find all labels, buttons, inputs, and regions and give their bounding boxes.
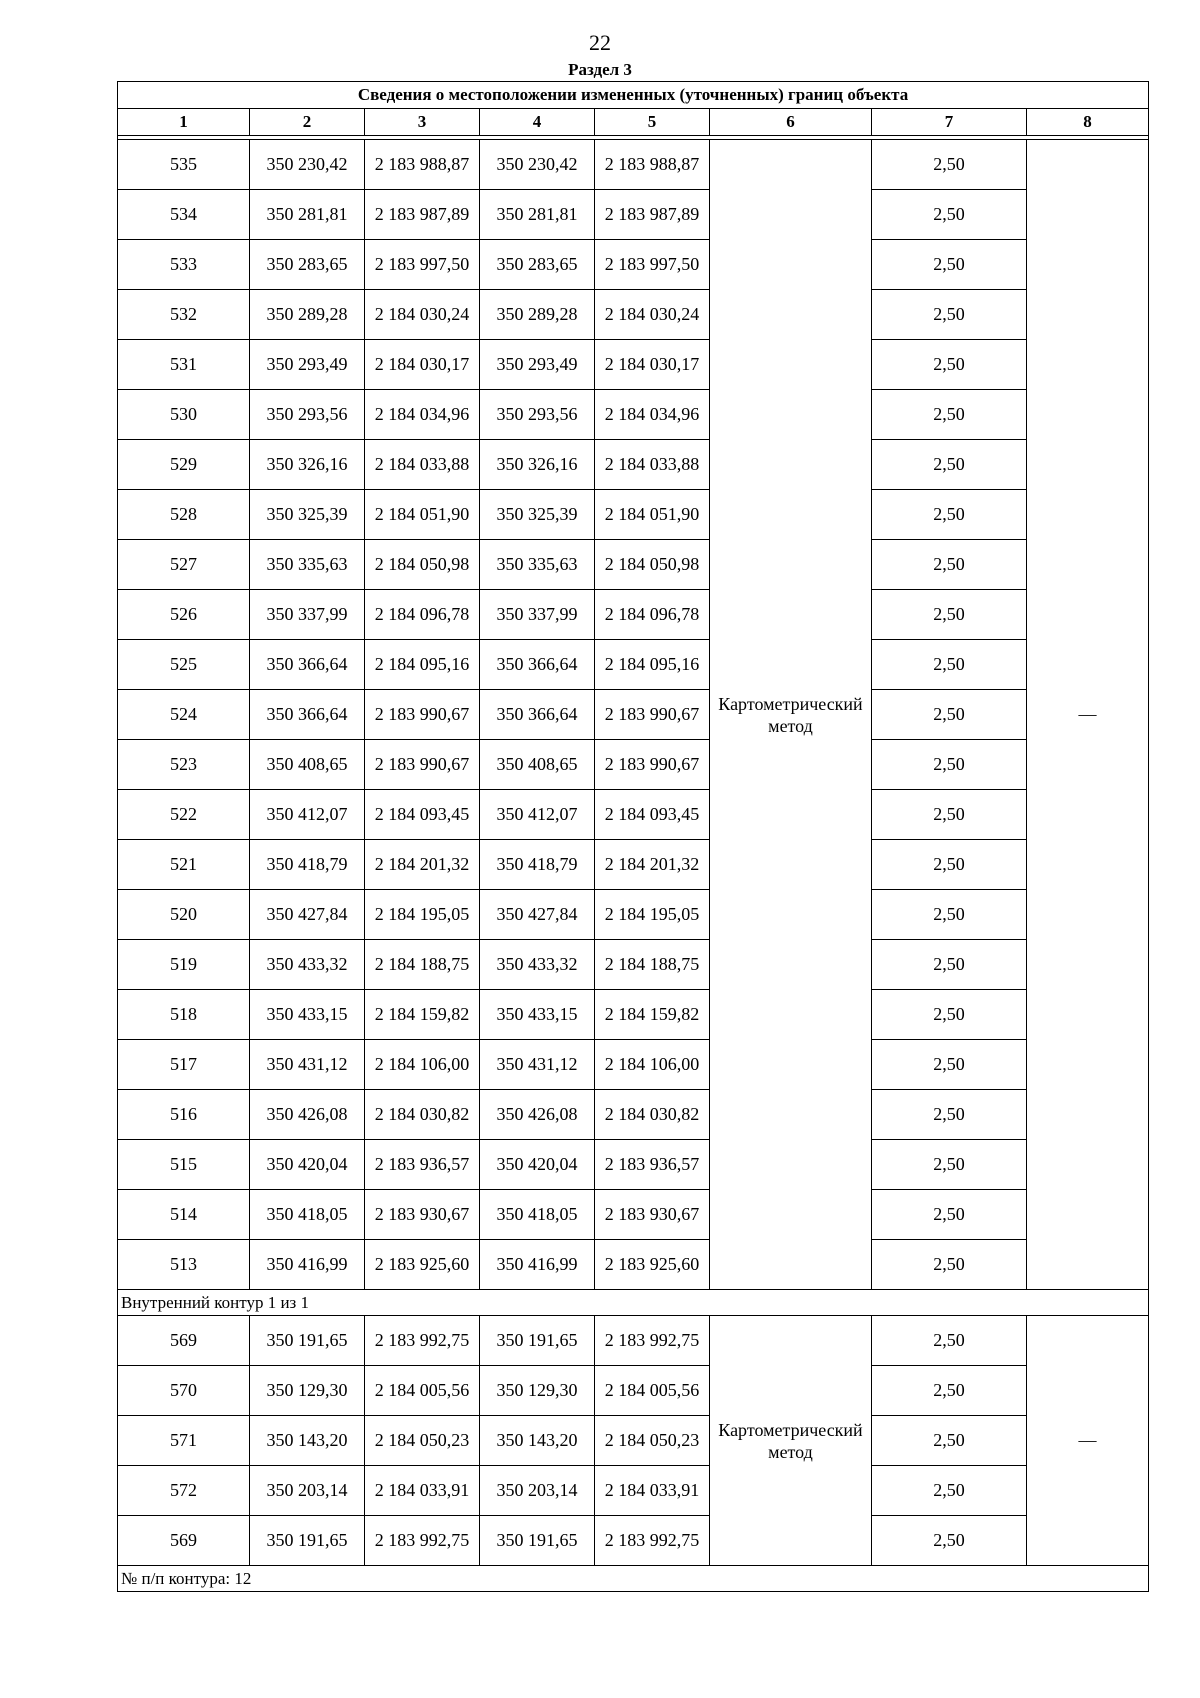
x-new-cell: 350 420,04 [480,1140,595,1190]
y-existing-cell: 2 184 096,78 [365,590,480,640]
accuracy-cell: 2,50 [872,840,1027,890]
method-cell: Картометрический метод [710,140,872,1290]
table-row [118,340,1149,390]
y-new-cell: 2 183 925,60 [595,1240,710,1290]
x-new-cell: 350 143,20 [480,1416,595,1466]
y-new-cell: 2 184 188,75 [595,940,710,990]
y-existing-cell: 2 184 201,32 [365,840,480,890]
point-number-cell: 517 [118,1040,250,1090]
y-existing-cell: 2 184 005,56 [365,1366,480,1416]
y-new-cell: 2 184 050,23 [595,1416,710,1466]
x-new-cell: 350 418,79 [480,840,595,890]
x-new-cell: 350 412,07 [480,790,595,840]
point-number-cell: 525 [118,640,250,690]
y-new-cell: 2 184 034,96 [595,390,710,440]
column-number: 3 [365,109,480,136]
y-existing-cell: 2 184 188,75 [365,940,480,990]
x-new-cell: 350 325,39 [480,490,595,540]
point-number-cell: 530 [118,390,250,440]
table-row [118,440,1149,490]
y-new-cell: 2 183 936,57 [595,1140,710,1190]
y-existing-cell: 2 184 034,96 [365,390,480,440]
table-row [118,1090,1149,1140]
y-new-cell: 2 184 201,32 [595,840,710,890]
x-existing-cell: 350 431,12 [250,1040,365,1090]
table-row [118,1416,1149,1466]
accuracy-cell: 2,50 [872,340,1027,390]
x-new-cell: 350 408,65 [480,740,595,790]
point-number-cell: 520 [118,890,250,940]
y-new-cell: 2 184 195,05 [595,890,710,940]
accuracy-cell: 2,50 [872,140,1027,190]
y-existing-cell: 2 184 030,17 [365,340,480,390]
point-number-cell: 521 [118,840,250,890]
y-existing-cell: 2 183 930,67 [365,1190,480,1240]
page-number: 22 [589,30,611,55]
point-number-cell: 531 [118,340,250,390]
x-new-cell: 350 281,81 [480,190,595,240]
x-existing-cell: 350 420,04 [250,1140,365,1190]
x-existing-cell: 350 281,81 [250,190,365,240]
table-row [118,1140,1149,1190]
table-row [118,690,1149,740]
accuracy-cell: 2,50 [872,1140,1027,1190]
x-existing-cell: 350 289,28 [250,290,365,340]
y-existing-cell: 2 184 050,98 [365,540,480,590]
point-number-cell: 514 [118,1190,250,1240]
accuracy-cell: 2,50 [872,890,1027,940]
table-row [118,290,1149,340]
accuracy-cell: 2,50 [872,990,1027,1040]
x-existing-cell: 350 337,99 [250,590,365,640]
table-row [118,1466,1149,1516]
y-new-cell: 2 184 030,24 [595,290,710,340]
table-row [118,490,1149,540]
accuracy-cell: 2,50 [872,1316,1027,1366]
y-existing-cell: 2 184 159,82 [365,990,480,1040]
accuracy-cell: 2,50 [872,1416,1027,1466]
x-existing-cell: 350 416,99 [250,1240,365,1290]
table-row [118,840,1149,890]
table-row [118,1040,1149,1090]
section-title: Раздел 3 [568,60,632,79]
x-new-cell: 350 289,28 [480,290,595,340]
accuracy-cell: 2,50 [872,240,1027,290]
point-number-cell: 513 [118,1240,250,1290]
x-new-cell: 350 366,64 [480,640,595,690]
accuracy-cell: 2,50 [872,690,1027,740]
column-number-row [118,109,1149,136]
accuracy-cell: 2,50 [872,1466,1027,1516]
y-new-cell: 2 184 030,82 [595,1090,710,1140]
x-existing-cell: 350 433,15 [250,990,365,1040]
y-existing-cell: 2 184 195,05 [365,890,480,940]
point-number-cell: 532 [118,290,250,340]
y-existing-cell: 2 184 095,16 [365,640,480,690]
y-existing-cell: 2 184 050,23 [365,1416,480,1466]
table-row [118,1240,1149,1290]
y-new-cell: 2 184 005,56 [595,1366,710,1416]
y-new-cell: 2 183 992,75 [595,1516,710,1566]
y-existing-cell: 2 184 030,24 [365,290,480,340]
x-new-cell: 350 431,12 [480,1040,595,1090]
point-number-cell: 515 [118,1140,250,1190]
y-existing-cell: 2 183 936,57 [365,1140,480,1190]
y-existing-cell: 2 184 033,91 [365,1466,480,1516]
x-existing-cell: 350 293,49 [250,340,365,390]
point-number-cell: 526 [118,590,250,640]
x-existing-cell: 350 230,42 [250,140,365,190]
point-number-cell: 571 [118,1416,250,1466]
x-existing-cell: 350 408,65 [250,740,365,790]
method-cell: Картометрический метод [710,1316,872,1566]
inner-contour-label: Внутренний контур 1 из 1 [118,1290,1149,1316]
point-number-cell: 528 [118,490,250,540]
x-new-cell: 350 283,65 [480,240,595,290]
y-new-cell: 2 183 992,75 [595,1316,710,1366]
y-existing-cell: 2 183 990,67 [365,690,480,740]
y-new-cell: 2 184 051,90 [595,490,710,540]
table-row [118,740,1149,790]
y-existing-cell: 2 184 093,45 [365,790,480,840]
column-number: 1 [118,109,250,136]
x-existing-cell: 350 412,07 [250,790,365,840]
x-existing-cell: 350 427,84 [250,890,365,940]
y-new-cell: 2 184 033,88 [595,440,710,490]
x-new-cell: 350 335,63 [480,540,595,590]
point-number-cell: 535 [118,140,250,190]
x-new-cell: 350 366,64 [480,690,595,740]
x-new-cell: 350 416,99 [480,1240,595,1290]
column-number: 7 [872,109,1027,136]
accuracy-cell: 2,50 [872,740,1027,790]
x-existing-cell: 350 418,05 [250,1190,365,1240]
x-new-cell: 350 230,42 [480,140,595,190]
accuracy-cell: 2,50 [872,1190,1027,1240]
y-existing-cell: 2 184 106,00 [365,1040,480,1090]
x-new-cell: 350 203,14 [480,1466,595,1516]
table-row [118,1190,1149,1240]
x-existing-cell: 350 335,63 [250,540,365,590]
x-new-cell: 350 191,65 [480,1516,595,1566]
accuracy-cell: 2,50 [872,290,1027,340]
x-new-cell: 350 426,08 [480,1090,595,1140]
table-row [118,1516,1149,1566]
accuracy-cell: 2,50 [872,390,1027,440]
table-row [118,890,1149,940]
point-number-cell: 569 [118,1516,250,1566]
y-existing-cell: 2 183 990,67 [365,740,480,790]
table-row [118,390,1149,440]
column-number: 6 [710,109,872,136]
y-existing-cell: 2 184 051,90 [365,490,480,540]
y-new-cell: 2 184 033,91 [595,1466,710,1516]
accuracy-cell: 2,50 [872,440,1027,490]
point-number-cell: 569 [118,1316,250,1366]
x-new-cell: 350 293,49 [480,340,595,390]
x-new-cell: 350 191,65 [480,1316,595,1366]
y-new-cell: 2 183 990,67 [595,690,710,740]
x-existing-cell: 350 326,16 [250,440,365,490]
table-title-row [118,82,1149,109]
accuracy-cell: 2,50 [872,590,1027,640]
table-row [118,1366,1149,1416]
table-row [118,190,1149,240]
point-number-cell: 533 [118,240,250,290]
x-existing-cell: 350 433,32 [250,940,365,990]
table-row [118,990,1149,1040]
column-number: 4 [480,109,595,136]
accuracy-cell: 2,50 [872,190,1027,240]
point-number-cell: 572 [118,1466,250,1516]
y-new-cell: 2 184 159,82 [595,990,710,1040]
inner-contour-label-row [118,1290,1149,1316]
table-row [118,1316,1149,1366]
x-new-cell: 350 427,84 [480,890,595,940]
x-existing-cell: 350 283,65 [250,240,365,290]
column-8-cell: — [1027,1316,1149,1566]
boundary-table [117,81,1149,1592]
x-new-cell: 350 418,05 [480,1190,595,1240]
x-new-cell: 350 293,56 [480,390,595,440]
x-existing-cell: 350 418,79 [250,840,365,890]
y-existing-cell: 2 183 992,75 [365,1316,480,1366]
accuracy-cell: 2,50 [872,1090,1027,1140]
y-new-cell: 2 184 095,16 [595,640,710,690]
column-number: 2 [250,109,365,136]
accuracy-cell: 2,50 [872,1516,1027,1566]
y-new-cell: 2 184 106,00 [595,1040,710,1090]
point-number-cell: 527 [118,540,250,590]
y-new-cell: 2 184 096,78 [595,590,710,640]
y-existing-cell: 2 183 992,75 [365,1516,480,1566]
point-number-cell: 534 [118,190,250,240]
accuracy-cell: 2,50 [872,1240,1027,1290]
column-number: 8 [1027,109,1149,136]
y-new-cell: 2 183 930,67 [595,1190,710,1240]
point-number-cell: 570 [118,1366,250,1416]
table-row [118,790,1149,840]
table-row [118,640,1149,690]
contour-number-label: № п/п контура: 12 [118,1566,1149,1592]
x-existing-cell: 350 129,30 [250,1366,365,1416]
y-new-cell: 2 184 050,98 [595,540,710,590]
x-existing-cell: 350 366,64 [250,690,365,740]
y-new-cell: 2 183 988,87 [595,140,710,190]
point-number-cell: 523 [118,740,250,790]
y-existing-cell: 2 184 030,82 [365,1090,480,1140]
accuracy-cell: 2,50 [872,490,1027,540]
table-row [118,540,1149,590]
point-number-cell: 516 [118,1090,250,1140]
y-existing-cell: 2 183 925,60 [365,1240,480,1290]
x-new-cell: 350 433,32 [480,940,595,990]
y-new-cell: 2 183 987,89 [595,190,710,240]
x-existing-cell: 350 325,39 [250,490,365,540]
x-new-cell: 350 129,30 [480,1366,595,1416]
y-existing-cell: 2 184 033,88 [365,440,480,490]
y-existing-cell: 2 183 988,87 [365,140,480,190]
table-row [118,240,1149,290]
x-existing-cell: 350 293,56 [250,390,365,440]
x-existing-cell: 350 366,64 [250,640,365,690]
point-number-cell: 518 [118,990,250,1040]
accuracy-cell: 2,50 [872,790,1027,840]
x-existing-cell: 350 191,65 [250,1316,365,1366]
point-number-cell: 524 [118,690,250,740]
y-new-cell: 2 184 030,17 [595,340,710,390]
accuracy-cell: 2,50 [872,1040,1027,1090]
y-new-cell: 2 183 997,50 [595,240,710,290]
point-number-cell: 529 [118,440,250,490]
column-number: 5 [595,109,710,136]
accuracy-cell: 2,50 [872,540,1027,590]
x-existing-cell: 350 143,20 [250,1416,365,1466]
accuracy-cell: 2,50 [872,1366,1027,1416]
x-existing-cell: 350 203,14 [250,1466,365,1516]
table-title: Сведения о местоположении измененных (уточненных) границ объекта [118,82,1149,109]
table-row [118,140,1149,190]
x-new-cell: 350 433,15 [480,990,595,1040]
contour-number-label-row [118,1566,1149,1592]
point-number-cell: 522 [118,790,250,840]
accuracy-cell: 2,50 [872,640,1027,690]
table-row [118,940,1149,990]
column-8-cell: — [1027,140,1149,1290]
y-existing-cell: 2 183 987,89 [365,190,480,240]
x-new-cell: 350 337,99 [480,590,595,640]
y-new-cell: 2 183 990,67 [595,740,710,790]
point-number-cell: 519 [118,940,250,990]
y-existing-cell: 2 183 997,50 [365,240,480,290]
x-existing-cell: 350 191,65 [250,1516,365,1566]
x-existing-cell: 350 426,08 [250,1090,365,1140]
x-new-cell: 350 326,16 [480,440,595,490]
accuracy-cell: 2,50 [872,940,1027,990]
table-row [118,590,1149,640]
y-new-cell: 2 184 093,45 [595,790,710,840]
